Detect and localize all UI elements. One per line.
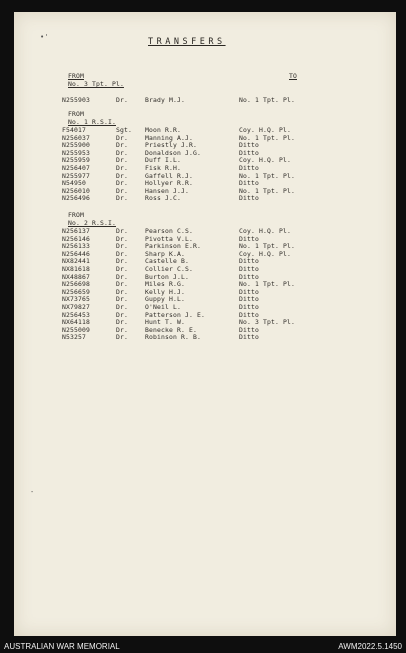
rank: Dr. <box>116 179 128 188</box>
destination: Ditto <box>239 194 259 203</box>
service-number: N256698 <box>62 280 90 289</box>
to-header: TO <box>289 72 297 80</box>
service-number: NX79827 <box>62 303 90 311</box>
soldier-name: Hansen J.J. <box>145 186 189 195</box>
soldier-name: Patterson J. E. <box>145 310 205 319</box>
service-number: N256037 <box>62 133 90 142</box>
service-number: N256407 <box>62 164 90 172</box>
service-number: N256496 <box>62 194 90 203</box>
footer-institution: AUSTRALIAN WAR MEMORIAL <box>4 642 120 651</box>
rank: Dr. <box>116 148 128 157</box>
rank: Dr. <box>116 257 128 266</box>
destination: No. 1 Tpt. Pl. <box>239 242 295 251</box>
soldier-name: Miles R.G. <box>145 280 185 289</box>
soldier-name: Pivotta V.L. <box>145 234 193 243</box>
soldier-name: Donaldson J.G. <box>145 148 201 157</box>
rank: Dr. <box>116 141 128 150</box>
soldier-name: Sharp K.A. <box>145 249 185 258</box>
soldier-name: Benecke R. E. <box>145 325 197 334</box>
destination: No. 1 Tpt. Pl. <box>239 133 295 142</box>
destination: Coy. H.Q. Pl. <box>239 227 291 235</box>
rank: Dr. <box>116 186 128 195</box>
soldier-name: Hunt T. W. <box>145 318 185 327</box>
rank: Dr. <box>116 295 128 304</box>
rank: Dr. <box>116 280 128 289</box>
service-number: N256133 <box>62 242 90 251</box>
rank: Sgt. <box>116 126 132 134</box>
destination: Coy. H.Q. Pl. <box>239 156 291 165</box>
destination: Ditto <box>239 325 259 334</box>
service-number: N256453 <box>62 310 90 319</box>
margin-mark: - <box>30 488 35 496</box>
soldier-name: Gaffell R.J. <box>145 171 193 180</box>
service-number: NX48867 <box>62 272 90 281</box>
destination: Ditto <box>239 257 259 266</box>
rank: Dr. <box>116 156 128 165</box>
soldier-name: Castelle B. <box>145 257 189 266</box>
destination: Ditto <box>239 310 259 319</box>
service-number: N255009 <box>62 325 90 334</box>
rank: Dr. <box>116 333 128 342</box>
soldier-name: Parkinson E.R. <box>145 242 201 251</box>
destination: Ditto <box>239 164 259 172</box>
soldier-name: Moon R.R. <box>145 126 181 134</box>
rank: Dr. <box>116 96 128 104</box>
footer-bar <box>0 640 406 653</box>
service-number: N255900 <box>62 141 90 150</box>
destination: Ditto <box>239 179 259 188</box>
rank: Dr. <box>116 164 128 172</box>
destination: Ditto <box>239 141 259 150</box>
destination: Ditto <box>239 287 259 296</box>
destination: Ditto <box>239 303 259 311</box>
service-number: NX82441 <box>62 257 90 266</box>
destination: No. 3 Tpt. Pl. <box>239 318 295 327</box>
rank: Dr. <box>116 171 128 180</box>
section3-from-label: FROM <box>68 211 84 219</box>
soldier-name: Brady M.J. <box>145 96 185 104</box>
destination: Ditto <box>239 234 259 243</box>
service-number: N53257 <box>62 333 86 342</box>
service-number: N255977 <box>62 171 90 180</box>
soldier-name: Robinson R. B. <box>145 333 201 342</box>
service-number: N256010 <box>62 186 90 195</box>
soldier-name: Kelly H.J. <box>145 287 185 296</box>
rank: Dr. <box>116 249 128 258</box>
soldier-name: Guppy H.L. <box>145 295 185 304</box>
from-header: FROM <box>68 72 84 80</box>
rank: Dr. <box>116 234 128 243</box>
section3-from-unit: No. 2 R.S.I. <box>68 219 116 227</box>
service-number: NX81618 <box>62 265 90 273</box>
destination: No. 1 Tpt. Pl. <box>239 280 295 289</box>
rank: Dr. <box>116 303 128 311</box>
soldier-name: Pearson C.S. <box>145 227 193 235</box>
rank: Dr. <box>116 133 128 142</box>
destination: No. 1 Tpt. Pl. <box>239 171 295 180</box>
destination: No. 1 Tpt. Pl. <box>239 186 295 195</box>
destination: Coy. H.Q. Pl. <box>239 249 291 258</box>
service-number: N256146 <box>62 234 90 243</box>
destination: Ditto <box>239 148 259 157</box>
service-number: NX73765 <box>62 295 90 304</box>
soldier-name: Duff I.L. <box>145 156 181 165</box>
corner-mark: •' <box>40 33 49 41</box>
soldier-name: Collier C.S. <box>145 265 193 273</box>
rank: Dr. <box>116 310 128 319</box>
rank: Dr. <box>116 318 128 327</box>
soldier-name: Hollyer R.R. <box>145 179 193 188</box>
service-number: N255953 <box>62 148 90 157</box>
rank: Dr. <box>116 242 128 251</box>
destination: Ditto <box>239 295 259 304</box>
destination: Ditto <box>239 272 259 281</box>
soldier-name: O'Neil L. <box>145 303 181 311</box>
rank: Dr. <box>116 265 128 273</box>
service-number: N256446 <box>62 249 90 258</box>
destination: Ditto <box>239 265 259 273</box>
service-number: NX64118 <box>62 318 90 327</box>
soldier-name: Manning A.J. <box>145 133 193 142</box>
service-number: N256137 <box>62 227 90 235</box>
service-number: N54950 <box>62 179 86 188</box>
rank: Dr. <box>116 325 128 334</box>
service-number: N255959 <box>62 156 90 165</box>
document-title: TRANSFERS <box>148 37 226 47</box>
rank: Dr. <box>116 287 128 296</box>
destination: Ditto <box>239 333 259 342</box>
service-number: N255903 <box>62 96 90 104</box>
destination: Coy. H.Q. Pl. <box>239 126 291 134</box>
rank: Dr. <box>116 227 128 235</box>
soldier-name: Ross J.C. <box>145 194 181 203</box>
soldier-name: Priestly J.R. <box>145 141 197 150</box>
service-number: F54017 <box>62 126 86 134</box>
section2-from-unit: No. 1 R.S.I. <box>68 118 116 126</box>
destination: No. 1 Tpt. Pl. <box>239 96 295 104</box>
soldier-name: Fisk R.H. <box>145 164 181 172</box>
rank: Dr. <box>116 194 128 203</box>
service-number: N256659 <box>62 287 90 296</box>
rank: Dr. <box>116 272 128 281</box>
footer-reference: AWM2022.5.1450 <box>338 642 402 651</box>
section2-from-label: FROM <box>68 110 84 118</box>
soldier-name: Burton J.L. <box>145 272 189 281</box>
section1-from-unit: No. 3 Tpt. Pl. <box>68 80 124 88</box>
